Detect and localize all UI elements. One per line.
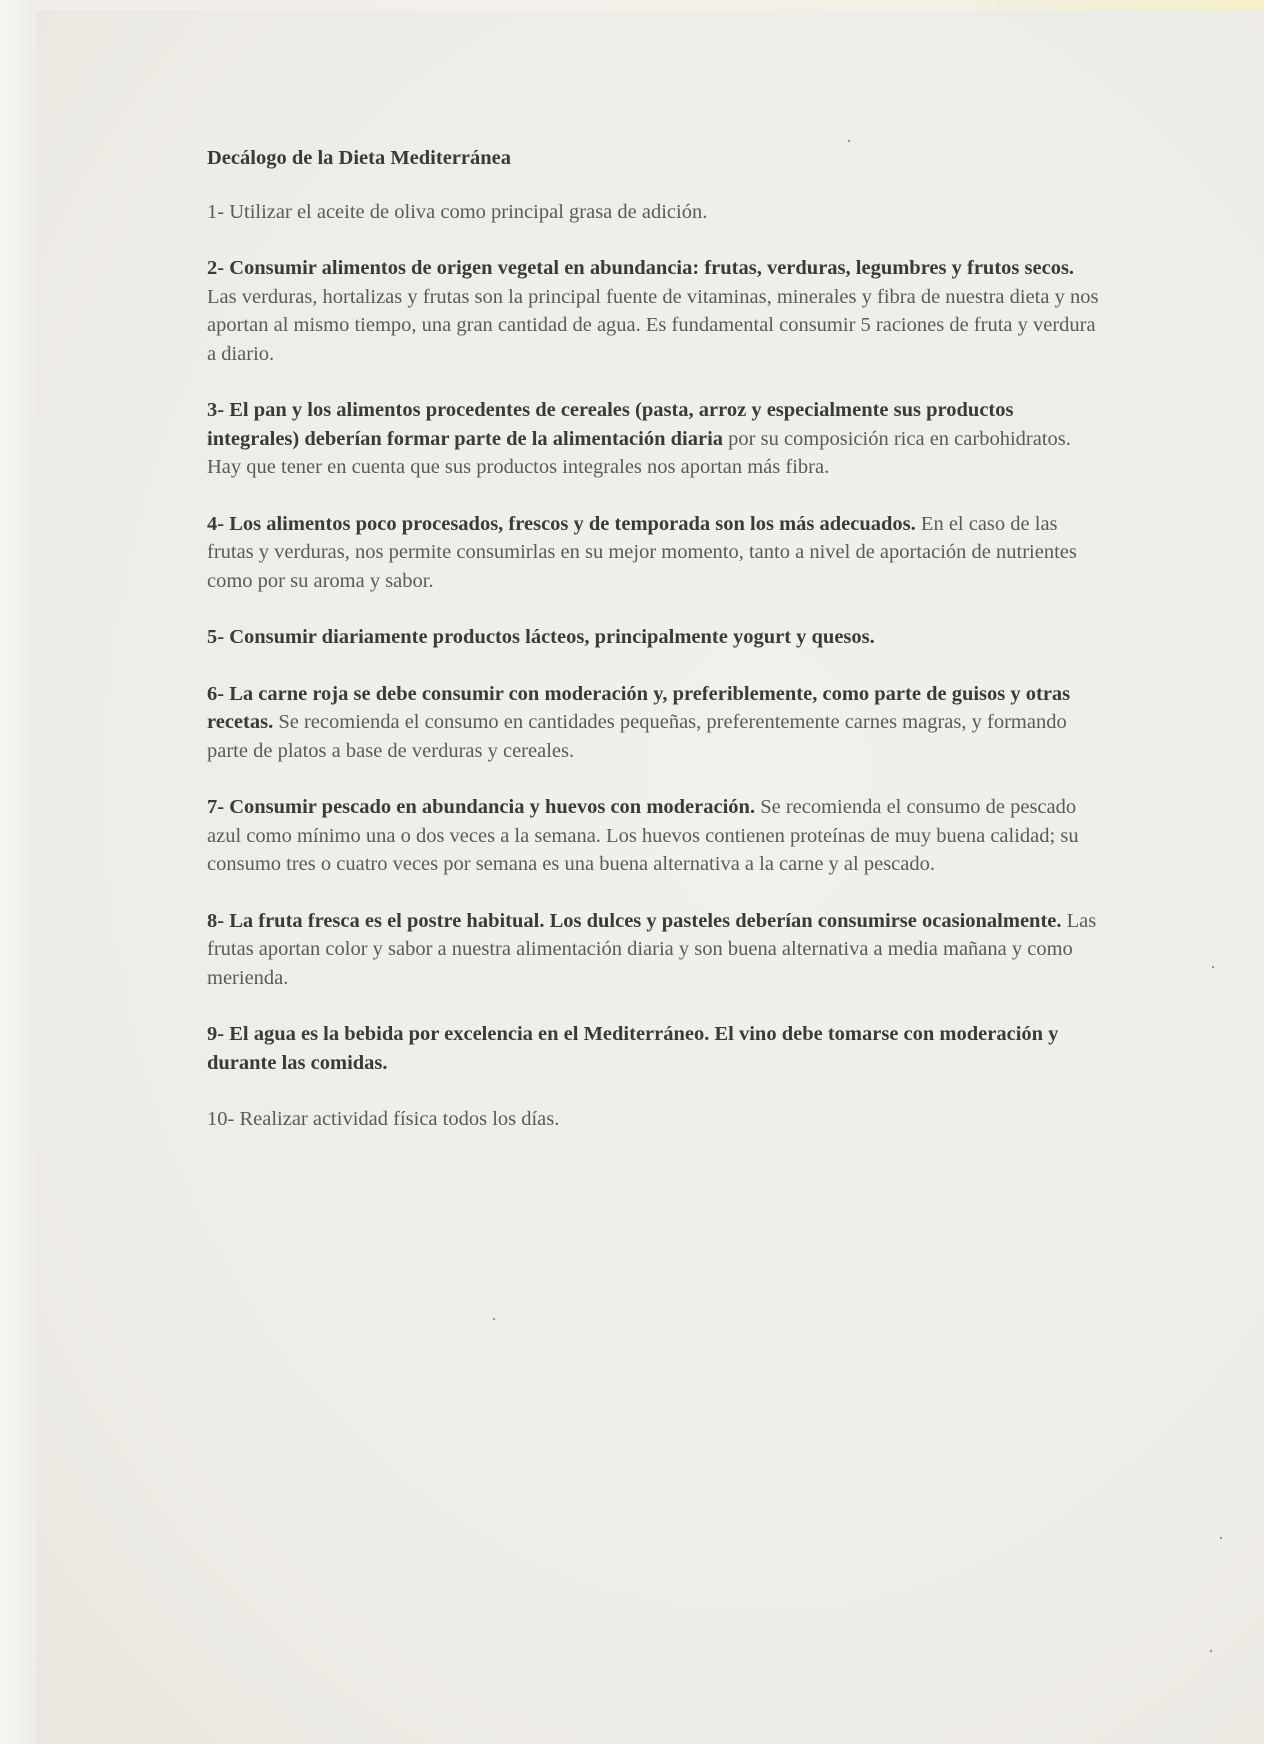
decalogue-item-3 bbox=[207, 396, 1107, 482]
item-body-text: Las frutas aportan color y sabor a nuestra alimentación diaria y son buena alternativa a media mañana y como merienda. bbox=[207, 909, 1097, 989]
scan-speck bbox=[1212, 966, 1214, 968]
item-body-text: Se recomienda el consumo en cantidades pequeñas, preferentemente carnes magras, y formando parte de platos a base de verduras y cereales. bbox=[207, 711, 1067, 762]
item-body-text: Se recomienda el consumo de pescado azul como mínimo una o dos veces a la semana. Los huevos contienen proteínas de muy buena calidad; su consumo tres o cuatro veces por semana es una buena alternativa a la carne y al pescado. bbox=[207, 796, 1079, 875]
scan-speck bbox=[1210, 1650, 1212, 1652]
decalogue-item-9 bbox=[207, 1020, 1107, 1077]
decalogue-item-4 bbox=[207, 510, 1107, 596]
scan-speck bbox=[1220, 1537, 1222, 1539]
decalogue-item-1 bbox=[207, 198, 1107, 227]
document-body bbox=[207, 144, 1107, 1162]
item-bold-text: 6- La carne roja se debe consumir con moderación y, preferiblemente, como parte de guisos y otras recetas. bbox=[207, 682, 1071, 733]
item-body-text: Las verduras, hortalizas y frutas son la principal fuente de vitaminas, minerales y fibra de nuestra dieta y nos aportan al mismo tiempo, una gran cantidad de agua. Es fundamental consumir 5 raciones de fruta y verdura a diario. bbox=[207, 285, 1099, 365]
decalogue-item-8 bbox=[207, 907, 1107, 993]
item-bold-text: 9- El agua es la bebida por excelencia en el Mediterráneo. El vino debe tomarse con moderación y durante las comidas. bbox=[207, 1023, 1059, 1074]
scan-speck bbox=[493, 1318, 495, 1320]
item-bold-text: 5- Consumir diariamente productos lácteos, principalmente yogurt y quesos. bbox=[207, 626, 875, 648]
item-body-text: 1- Utilizar el aceite de oliva como principal grasa de adición. bbox=[207, 200, 708, 223]
decalogue-item-5 bbox=[207, 623, 1107, 652]
item-bold-text: 3- El pan y los alimentos procedentes de cereales (pasta, arroz y especialmente sus productos integrales) deberían formar parte de la alimentación diaria bbox=[207, 399, 1014, 450]
item-bold-text: 8- La fruta fresca es el postre habitual. Los dulces y pasteles deberían consumirse ocasionalmente. bbox=[207, 909, 1062, 932]
decalogue-item-6 bbox=[207, 680, 1107, 766]
decalogue-item-2 bbox=[207, 254, 1107, 368]
item-body-text: 10- Realizar actividad física todos los días. bbox=[207, 1108, 560, 1130]
scan-top-edge bbox=[0, 0, 1264, 10]
item-body-text: por su composición rica en carbohidratos. Hay que tener en cuenta que sus productos integrales nos aportan más fibra. bbox=[207, 427, 1071, 478]
item-bold-text: 2- Consumir alimentos de origen vegetal en abundancia: frutas, verduras, legumbres y frutos secos. bbox=[207, 257, 1075, 279]
item-bold-text: 4- Los alimentos poco procesados, frescos y de temporada son los más adecuados. bbox=[207, 512, 916, 535]
item-bold-text: 7- Consumir pescado en abundancia y huevos con moderación. bbox=[207, 796, 756, 818]
decalogue-item-7 bbox=[207, 793, 1107, 879]
document-title: Decálogo de la Dieta Mediterránea bbox=[207, 147, 511, 169]
scan-left-edge bbox=[0, 0, 36, 1744]
scan-speck bbox=[848, 140, 850, 142]
decalogue-item-10 bbox=[207, 1105, 1107, 1134]
item-body-text: En el caso de las frutas y verduras, nos permite consumirlas en su mejor momento, tanto a nivel de aportación de nutrientes como por su aroma y sabor. bbox=[207, 512, 1077, 592]
